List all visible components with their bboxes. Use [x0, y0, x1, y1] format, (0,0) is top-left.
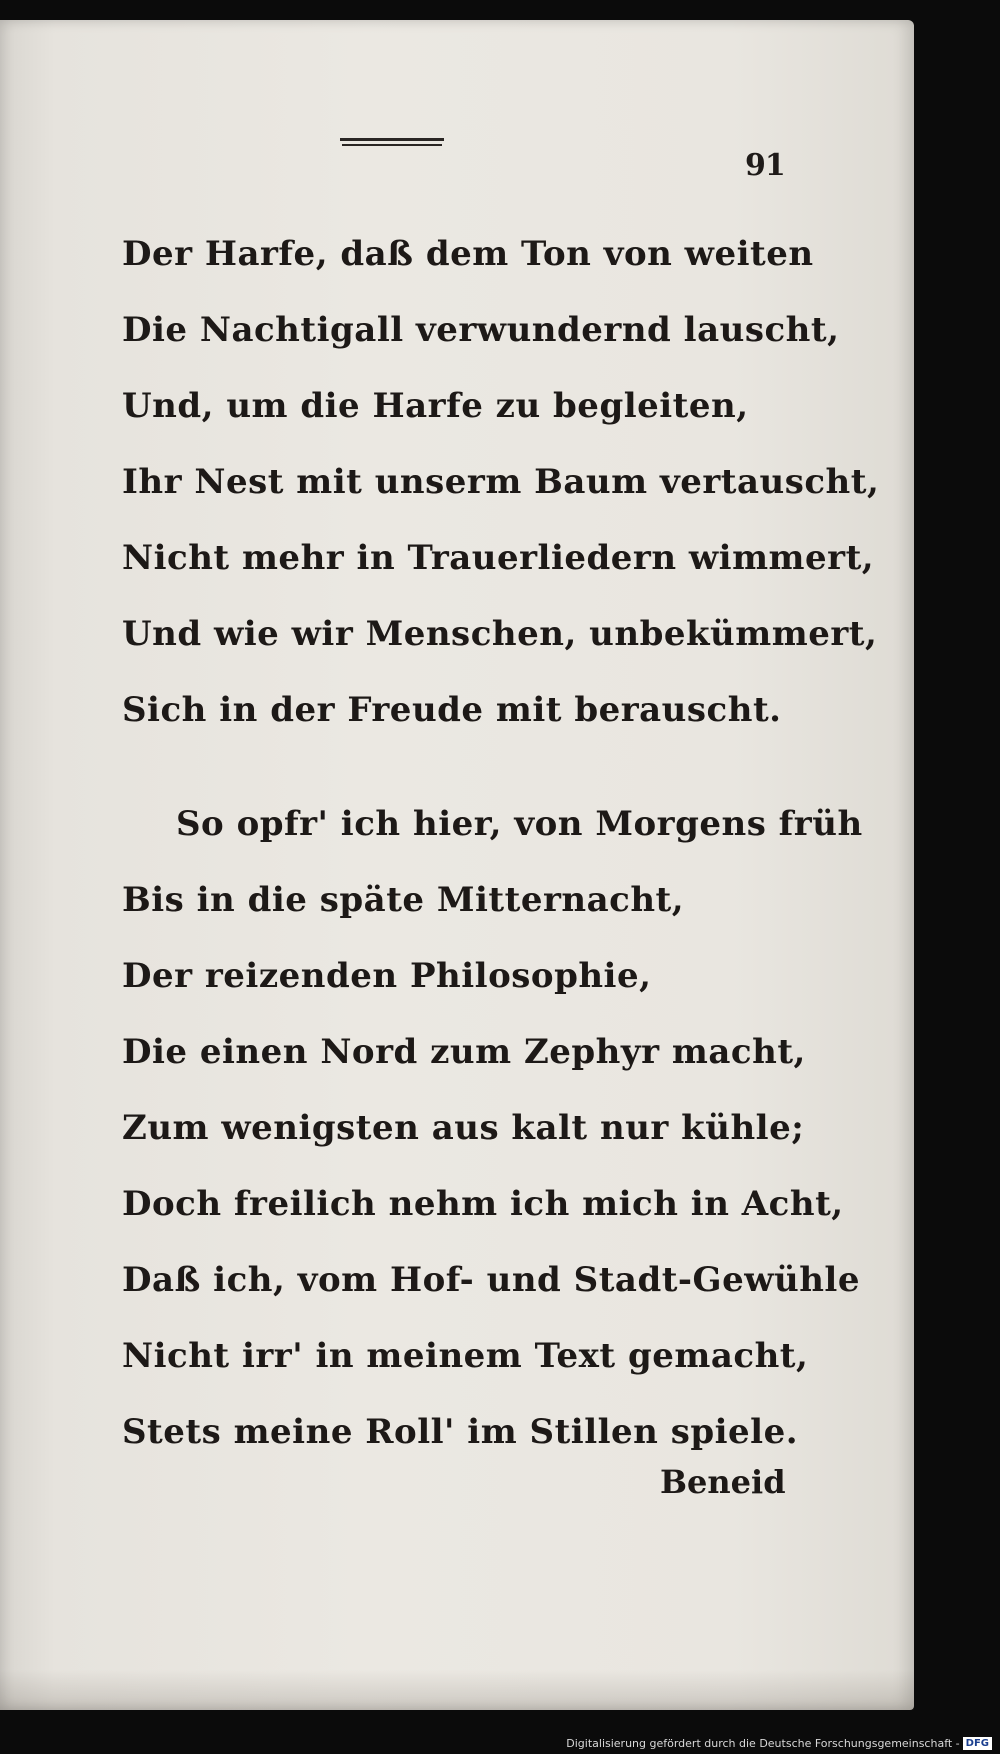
funding-credit-text: Digitalisierung gefördert durch die Deutsche Forschungsgemeinschaft -: [566, 1736, 960, 1750]
verse-line: Ihr Nest mit unserm Baum vertauscht,: [122, 462, 880, 502]
funding-credit: [566, 1737, 992, 1751]
verse-line: Und wie wir Menschen, unbekümmert,: [122, 614, 878, 654]
verse-line: Sich in der Freude mit berauscht.: [122, 690, 782, 730]
stanza-1: [122, 216, 879, 748]
verse-line: So opfr' ich hier, von Morgens früh: [176, 804, 863, 844]
header-ornament-rule: [340, 138, 444, 152]
verse-line: Nicht mehr in Trauerliedern wimmert,: [122, 538, 875, 578]
dfg-logo: DFG: [963, 1737, 992, 1750]
stanza-2: [122, 786, 863, 1470]
verse-line: Und, um die Harfe zu begleiten,: [122, 386, 749, 426]
verse-line: Die Nachtigall verwundernd lauscht,: [122, 310, 840, 350]
page-number: 91: [745, 148, 785, 183]
book-page: [0, 20, 914, 1710]
verse-line: Stets meine Roll' im Stillen spiele.: [122, 1412, 799, 1452]
verse-line: Nicht irr' in meinem Text gemacht,: [122, 1336, 809, 1376]
verse-line: Der reizenden Philosophie,: [122, 956, 652, 996]
catchword: Beneid: [660, 1463, 786, 1501]
verse-line: Doch freilich nehm ich mich in Acht,: [122, 1184, 844, 1224]
verse-line: Der Harfe, daß dem Ton von weiten: [122, 234, 814, 274]
verse-line: Die einen Nord zum Zephyr macht,: [122, 1032, 806, 1072]
verse-line: Daß ich, vom Hof- und Stadt-Gewühle: [122, 1260, 860, 1300]
verse-line: Bis in die späte Mitternacht,: [122, 880, 685, 920]
verse-line: Zum wenigsten aus kalt nur kühle;: [122, 1108, 805, 1148]
